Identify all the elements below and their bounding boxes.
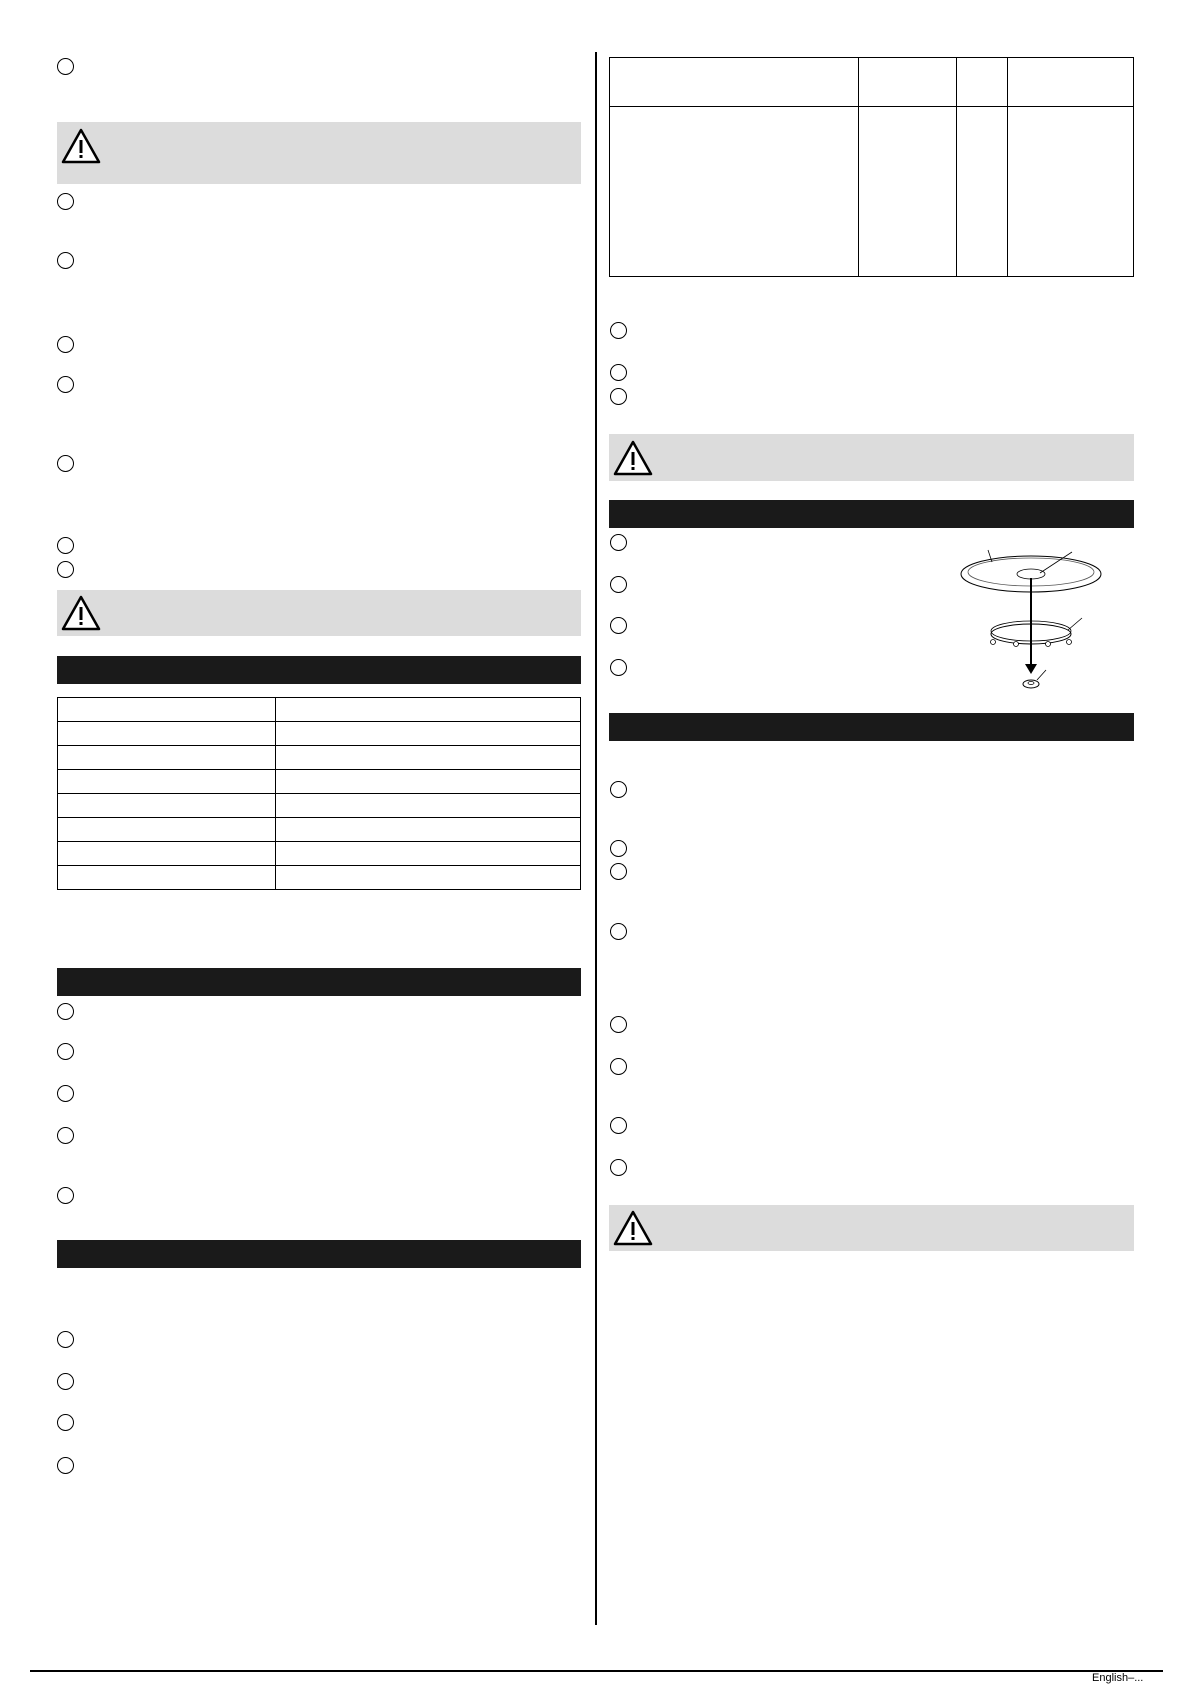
table-row (58, 698, 581, 722)
step-marker (57, 537, 74, 554)
step-marker (57, 193, 74, 210)
step-marker (57, 1085, 74, 1102)
warning-triangle-icon (613, 1210, 653, 1246)
table-row (58, 722, 581, 746)
warning-box (57, 122, 581, 184)
warning-triangle-icon (61, 128, 101, 164)
warning-box (609, 1205, 1134, 1251)
step-marker (57, 1043, 74, 1060)
step-marker (57, 561, 74, 578)
step-marker (610, 1058, 627, 1075)
warning-box (57, 590, 581, 636)
step-marker (610, 1117, 627, 1134)
warning-triangle-icon (613, 440, 653, 476)
table-row (58, 842, 581, 866)
turntable-coupler (1023, 680, 1039, 688)
step-marker (57, 58, 74, 75)
table-row (58, 818, 581, 842)
table-row (58, 794, 581, 818)
step-marker (57, 1187, 74, 1204)
step-marker (57, 336, 74, 353)
step-marker (610, 863, 627, 880)
section-header-bar (57, 1240, 581, 1268)
step-marker (57, 1331, 74, 1348)
step-marker (610, 322, 627, 339)
step-marker (610, 364, 627, 381)
step-marker (610, 923, 627, 940)
step-marker (610, 576, 627, 593)
step-marker (610, 534, 627, 551)
column-divider (595, 52, 597, 1625)
step-marker (57, 455, 74, 472)
step-marker (57, 1457, 74, 1474)
step-marker (610, 617, 627, 634)
step-marker (57, 376, 74, 393)
step-marker (610, 1016, 627, 1033)
step-marker (610, 388, 627, 405)
step-marker (57, 1127, 74, 1144)
step-marker (57, 252, 74, 269)
table-row (58, 746, 581, 770)
step-marker (57, 1414, 74, 1431)
section-header-bar (609, 713, 1134, 741)
step-marker (610, 659, 627, 676)
warning-box (609, 434, 1134, 481)
step-marker (57, 1003, 74, 1020)
warning-triangle-icon (61, 595, 101, 631)
turntable-assembly-illustration (960, 540, 1105, 696)
step-marker (610, 781, 627, 798)
cookware-table (609, 57, 1134, 277)
specifications-table (57, 697, 581, 890)
table-row (58, 866, 581, 890)
step-marker (610, 1159, 627, 1176)
step-marker (610, 840, 627, 857)
footer-rule (30, 1670, 1163, 1672)
table-row (610, 107, 1134, 277)
page-number: English–... (1092, 1672, 1144, 1684)
table-header-row (610, 58, 1134, 107)
section-header-bar (609, 500, 1134, 528)
table-row (58, 770, 581, 794)
step-marker (57, 1373, 74, 1390)
section-header-bar (57, 968, 581, 996)
section-header-bar (57, 656, 581, 684)
